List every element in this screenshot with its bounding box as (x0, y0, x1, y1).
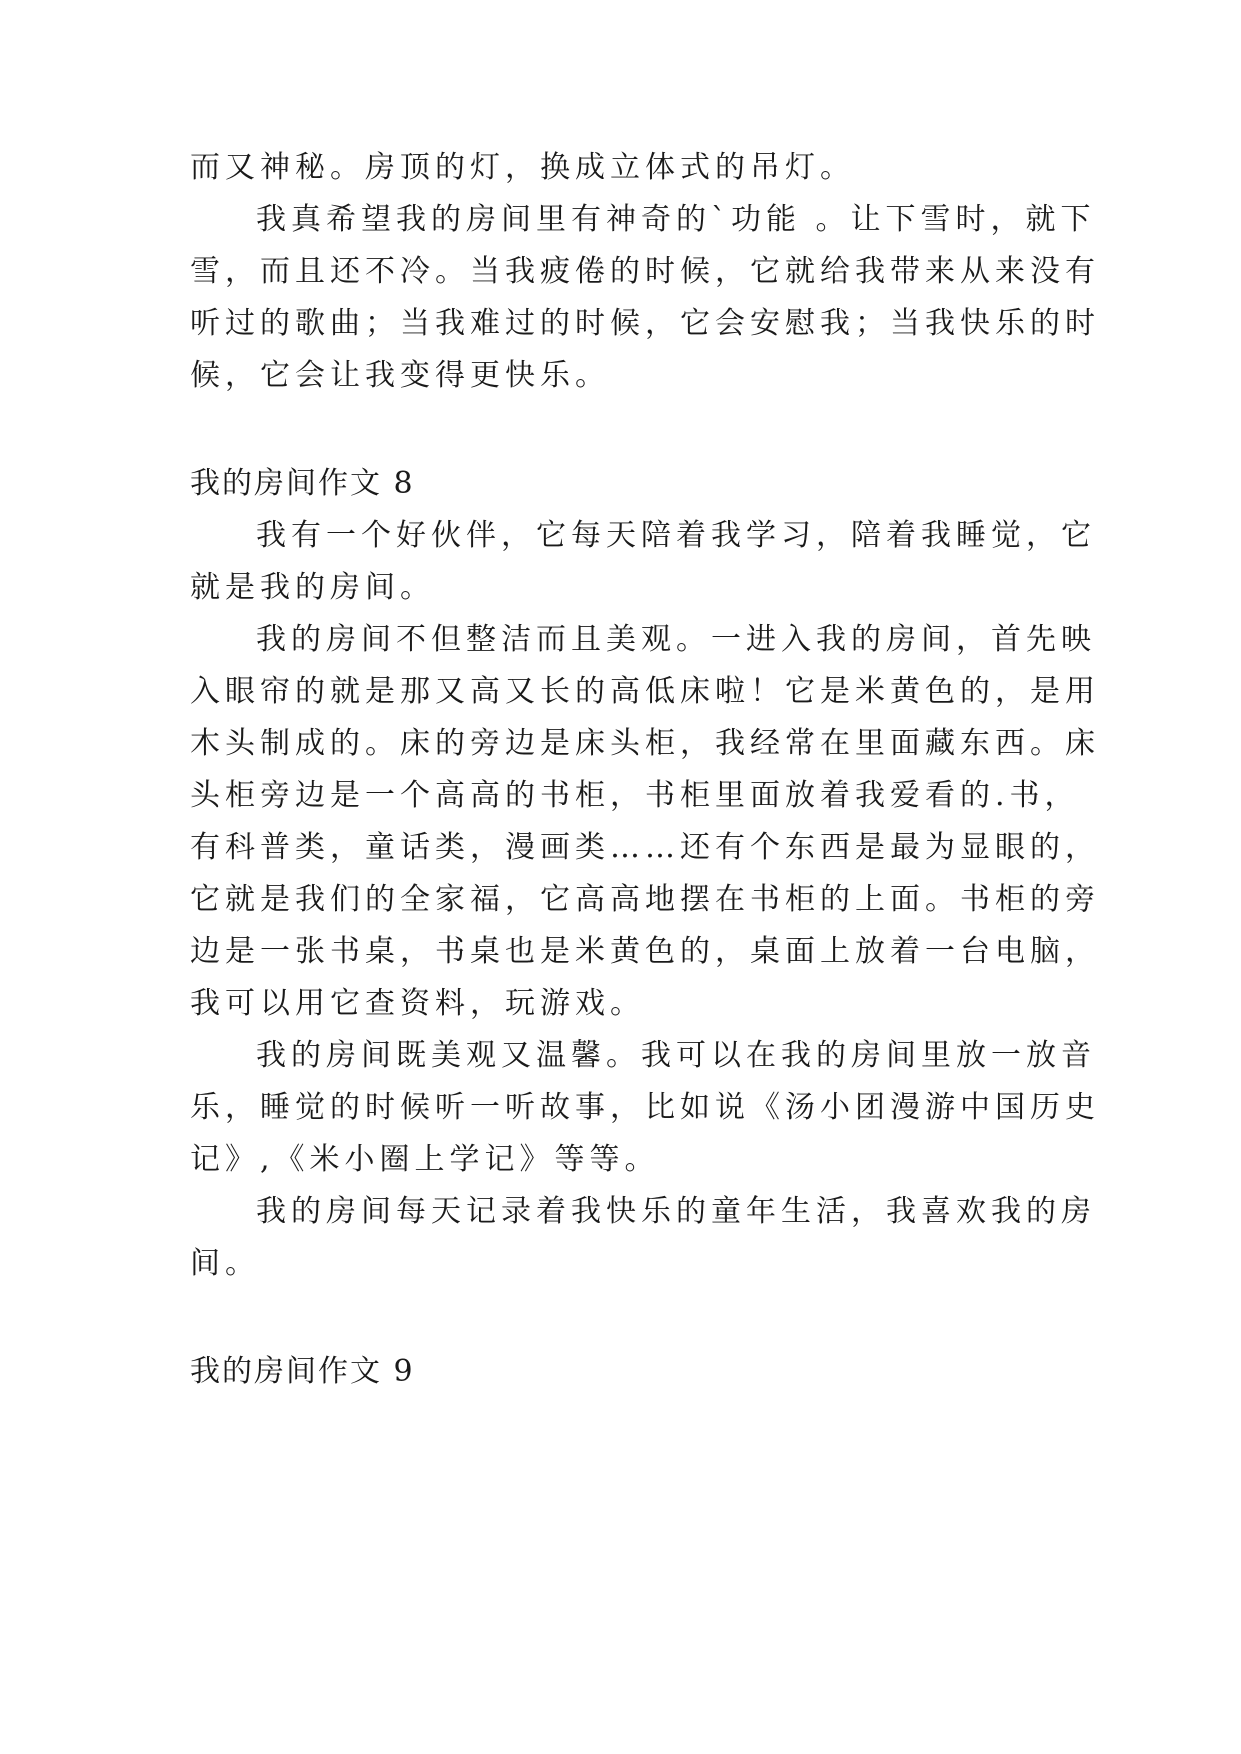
essay-heading-9: 我的房间作文 9 (190, 1354, 415, 1389)
paragraph-line: 头柜旁边是一个高高的书柜，书柜里面放着我爱看的.书， (190, 778, 1080, 813)
paragraph-line: 有科普类，童话类，漫画类……还有个东西是最为显眼的， (190, 830, 1100, 865)
paragraph-line: 记》,《米小圈上学记》等等。 (190, 1142, 660, 1177)
paragraph-line: 我有一个好伙伴，它每天陪着我学习，陪着我睡觉，它 (256, 518, 1096, 553)
paragraph-line: 入眼帘的就是那又高又长的高低床啦！它是米黄色的，是用 (190, 674, 1100, 709)
paragraph-line: 候，它会让我变得更快乐。 (190, 358, 610, 393)
paragraph-line: 听过的歌曲；当我难过的时候，它会安慰我；当我快乐的时 (190, 306, 1100, 341)
paragraph-line: 就是我的房间。 (190, 570, 435, 605)
paragraph-line: 我的房间不但整洁而且美观。一进入我的房间，首先映 (256, 622, 1096, 657)
paragraph-line: 木头制成的。床的旁边是床头柜，我经常在里面藏东西。床 (190, 726, 1100, 761)
paragraph-line: 边是一张书桌，书桌也是米黄色的，桌面上放着一台电脑， (190, 934, 1100, 969)
paragraph-line: 雪，而且还不冷。当我疲倦的时候，它就给我带来从来没有 (190, 254, 1100, 289)
essay-heading-8: 我的房间作文 8 (190, 466, 415, 501)
paragraph-line: 我的房间既美观又温馨。我可以在我的房间里放一放音 (256, 1038, 1096, 1073)
paragraph-line: 它就是我们的全家福，它高高地摆在书柜的上面。书柜的旁 (190, 882, 1100, 917)
paragraph-line: 而又神秘。房顶的灯，换成立体式的吊灯。 (190, 150, 855, 185)
paragraph-line: 我真希望我的房间里有神奇的`功能 。让下雪时，就下 (256, 202, 1096, 237)
paragraph-line: 我可以用它查资料，玩游戏。 (190, 986, 645, 1021)
paragraph-line: 间。 (190, 1246, 260, 1281)
paragraph-line: 乐，睡觉的时候听一听故事，比如说《汤小团漫游中国历史 (190, 1090, 1100, 1125)
paragraph-line: 我的房间每天记录着我快乐的童年生活，我喜欢我的房 (256, 1194, 1096, 1229)
